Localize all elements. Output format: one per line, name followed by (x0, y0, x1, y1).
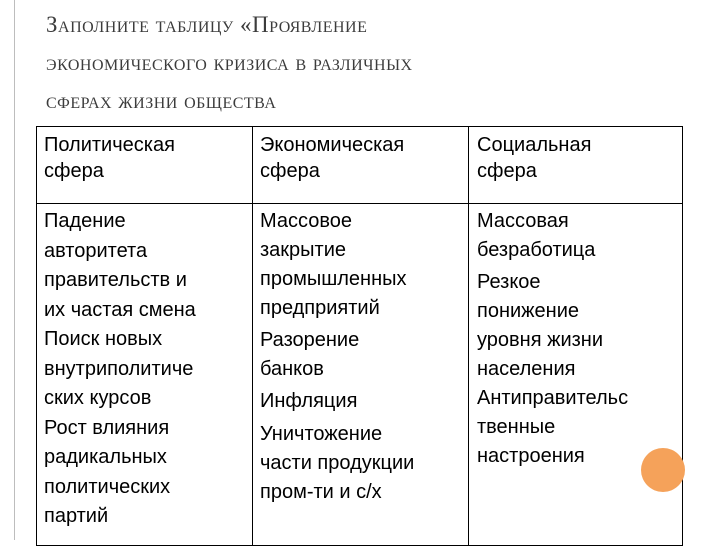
crisis-table (36, 126, 683, 546)
title-line-3: сферах жизни общества (46, 88, 277, 113)
title-line-1: Заполните таблицу «Проявление (46, 12, 368, 37)
social-column (477, 207, 682, 471)
social-item: Массовая безработица (477, 210, 596, 261)
political-column (44, 207, 249, 532)
header-divider (37, 203, 682, 204)
slide-title (46, 6, 686, 120)
economic-item: Разорение банков (260, 329, 360, 380)
economic-column (260, 207, 470, 507)
economic-item: Инфляция (260, 390, 358, 412)
column-divider-1 (252, 127, 253, 545)
economic-item: Массовое закрытие промышленных предприятий (260, 210, 407, 319)
header-political: Политическая сфера (44, 134, 175, 182)
political-item: Падение авторитета правительств и их частая смена (44, 210, 196, 321)
social-item: Антиправительс твенные настроения (477, 387, 629, 467)
slide-left-rule (14, 0, 15, 540)
political-item: Поиск новых внутриполитиче ских курсов (44, 328, 194, 409)
economic-item: Уничтожение части продукции пром-ти и с/х (260, 423, 415, 503)
header-economic: Экономическая сфера (260, 134, 405, 182)
header-social: Социальная сфера (477, 134, 592, 182)
orange-circle-icon (641, 448, 685, 492)
social-item: Резкое понижение уровня жизни населения (477, 271, 604, 380)
political-item: Рост влияния радикальных политических партий (44, 416, 171, 527)
title-line-2: экономического кризиса в различных (46, 50, 413, 75)
